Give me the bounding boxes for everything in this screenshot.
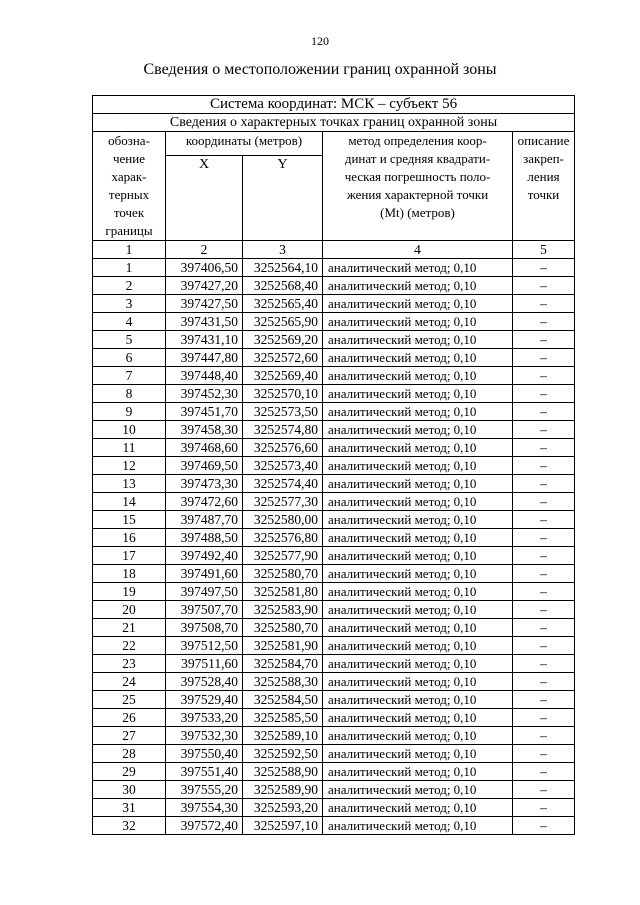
coordinate-x: 397554,30 [166, 799, 243, 817]
point-number: 16 [93, 529, 166, 547]
method-accuracy: аналитический метод; 0,10 [323, 547, 513, 565]
table-row [93, 763, 575, 781]
coordinate-y: 3252593,20 [243, 799, 323, 817]
coordinate-y: 3252573,50 [243, 403, 323, 421]
fixation-description: – [513, 799, 575, 817]
method-accuracy: аналитический метод; 0,10 [323, 529, 513, 547]
method-accuracy: аналитический метод; 0,10 [323, 313, 513, 331]
method-accuracy: аналитический метод; 0,10 [323, 493, 513, 511]
method-accuracy: аналитический метод; 0,10 [323, 331, 513, 349]
coordinate-y: 3252568,40 [243, 277, 323, 295]
coordinate-y: 3252588,30 [243, 673, 323, 691]
table-row [93, 277, 575, 295]
point-number: 9 [93, 403, 166, 421]
table-row [93, 367, 575, 385]
table-row [93, 547, 575, 565]
coordinate-x: 397551,40 [166, 763, 243, 781]
table-row [93, 583, 575, 601]
coordinate-x: 397572,40 [166, 817, 243, 835]
coordinate-y: 3252577,30 [243, 493, 323, 511]
table-row [93, 259, 575, 277]
table-row [93, 781, 575, 799]
table-row [93, 385, 575, 403]
column-number: 1 [93, 241, 166, 259]
point-number: 25 [93, 691, 166, 709]
fixation-description: – [513, 727, 575, 745]
method-accuracy: аналитический метод; 0,10 [323, 457, 513, 475]
table-row [93, 619, 575, 637]
method-accuracy: аналитический метод; 0,10 [323, 709, 513, 727]
coordinate-x: 397406,50 [166, 259, 243, 277]
fixation-description: – [513, 457, 575, 475]
coordinate-y: 3252574,80 [243, 421, 323, 439]
method-accuracy: аналитический метод; 0,10 [323, 763, 513, 781]
header-coordinates: координаты (метров) [166, 132, 323, 156]
coordinate-y: 3252569,20 [243, 331, 323, 349]
table-row [93, 601, 575, 619]
table-row [93, 745, 575, 763]
coordinate-y: 3252570,10 [243, 385, 323, 403]
point-number: 23 [93, 655, 166, 673]
coordinate-x: 397469,50 [166, 457, 243, 475]
point-number: 12 [93, 457, 166, 475]
fixation-description: – [513, 367, 575, 385]
coordinate-x: 397427,50 [166, 295, 243, 313]
method-accuracy: аналитический метод; 0,10 [323, 799, 513, 817]
point-number: 5 [93, 331, 166, 349]
header-x: X [166, 156, 243, 241]
coordinate-y: 3252565,90 [243, 313, 323, 331]
table-row [93, 457, 575, 475]
coordinate-y: 3252564,10 [243, 259, 323, 277]
method-accuracy: аналитический метод; 0,10 [323, 601, 513, 619]
point-number: 20 [93, 601, 166, 619]
coordinate-y: 3252576,80 [243, 529, 323, 547]
coordinate-y: 3252577,90 [243, 547, 323, 565]
fixation-description: – [513, 493, 575, 511]
coordinate-x: 397431,50 [166, 313, 243, 331]
coordinate-y: 3252583,90 [243, 601, 323, 619]
point-number: 17 [93, 547, 166, 565]
coordinate-x: 397448,40 [166, 367, 243, 385]
coordinate-x: 397491,60 [166, 565, 243, 583]
method-accuracy: аналитический метод; 0,10 [323, 727, 513, 745]
header-point-designation: обозна- чение харак- терных точек границы [93, 132, 166, 241]
point-number: 22 [93, 637, 166, 655]
point-number: 21 [93, 619, 166, 637]
point-number: 18 [93, 565, 166, 583]
fixation-description: – [513, 403, 575, 421]
fixation-description: – [513, 691, 575, 709]
coordinate-x: 397487,70 [166, 511, 243, 529]
point-number: 15 [93, 511, 166, 529]
method-accuracy: аналитический метод; 0,10 [323, 655, 513, 673]
header-description: описание закреп- ления точки [513, 132, 575, 241]
method-accuracy: аналитический метод; 0,10 [323, 349, 513, 367]
fixation-description: – [513, 529, 575, 547]
coordinate-y: 3252569,40 [243, 367, 323, 385]
coordinate-x: 397447,80 [166, 349, 243, 367]
coordinate-y: 3252589,10 [243, 727, 323, 745]
table-row [93, 421, 575, 439]
coordinate-x: 397427,20 [166, 277, 243, 295]
table-row [93, 295, 575, 313]
point-number: 7 [93, 367, 166, 385]
point-number: 28 [93, 745, 166, 763]
method-accuracy: аналитический метод; 0,10 [323, 511, 513, 529]
method-accuracy: аналитический метод; 0,10 [323, 295, 513, 313]
header-y: Y [243, 156, 323, 241]
boundary-points-table [92, 95, 575, 835]
method-accuracy: аналитический метод; 0,10 [323, 583, 513, 601]
fixation-description: – [513, 349, 575, 367]
coordinate-y: 3252597,10 [243, 817, 323, 835]
fixation-description: – [513, 763, 575, 781]
fixation-description: – [513, 511, 575, 529]
table-row [93, 493, 575, 511]
fixation-description: – [513, 619, 575, 637]
coordinate-y: 3252565,40 [243, 295, 323, 313]
fixation-description: – [513, 547, 575, 565]
fixation-description: – [513, 259, 575, 277]
method-accuracy: аналитический метод; 0,10 [323, 421, 513, 439]
coordinate-x: 397507,70 [166, 601, 243, 619]
method-accuracy: аналитический метод; 0,10 [323, 259, 513, 277]
column-number: 3 [243, 241, 323, 259]
column-number-row [93, 241, 575, 259]
method-accuracy: аналитический метод; 0,10 [323, 745, 513, 763]
coordinate-y: 3252588,90 [243, 763, 323, 781]
coordinate-system-header: Система координат: МСК – субъект 56 [93, 96, 575, 114]
fixation-description: – [513, 277, 575, 295]
column-number: 4 [323, 241, 513, 259]
table-row [93, 511, 575, 529]
coordinate-x: 397529,40 [166, 691, 243, 709]
table-row [93, 349, 575, 367]
coordinate-x: 397488,50 [166, 529, 243, 547]
point-number: 14 [93, 493, 166, 511]
column-number: 5 [513, 241, 575, 259]
coordinate-x: 397452,30 [166, 385, 243, 403]
coordinate-x: 397555,20 [166, 781, 243, 799]
method-accuracy: аналитический метод; 0,10 [323, 475, 513, 493]
table-row [93, 673, 575, 691]
fixation-description: – [513, 565, 575, 583]
method-accuracy: аналитический метод; 0,10 [323, 385, 513, 403]
coordinate-y: 3252573,40 [243, 457, 323, 475]
point-number: 8 [93, 385, 166, 403]
table-row [93, 799, 575, 817]
fixation-description: – [513, 313, 575, 331]
point-number: 27 [93, 727, 166, 745]
coordinate-x: 397512,50 [166, 637, 243, 655]
coordinate-x: 397532,30 [166, 727, 243, 745]
method-accuracy: аналитический метод; 0,10 [323, 691, 513, 709]
method-accuracy: аналитический метод; 0,10 [323, 367, 513, 385]
coordinate-y: 3252580,70 [243, 619, 323, 637]
method-accuracy: аналитический метод; 0,10 [323, 637, 513, 655]
coordinate-x: 397472,60 [166, 493, 243, 511]
fixation-description: – [513, 817, 575, 835]
fixation-description: – [513, 709, 575, 727]
point-number: 13 [93, 475, 166, 493]
table-row [93, 565, 575, 583]
table-row [93, 691, 575, 709]
fixation-description: – [513, 583, 575, 601]
method-accuracy: аналитический метод; 0,10 [323, 403, 513, 421]
method-accuracy: аналитический метод; 0,10 [323, 673, 513, 691]
coordinate-x: 397511,60 [166, 655, 243, 673]
fixation-description: – [513, 421, 575, 439]
coordinate-y: 3252580,70 [243, 565, 323, 583]
point-number: 2 [93, 277, 166, 295]
point-number: 31 [93, 799, 166, 817]
point-number: 32 [93, 817, 166, 835]
fixation-description: – [513, 781, 575, 799]
coordinate-x: 397528,40 [166, 673, 243, 691]
table-row [93, 439, 575, 457]
point-number: 24 [93, 673, 166, 691]
coordinate-x: 397533,20 [166, 709, 243, 727]
table-row [93, 709, 575, 727]
point-number: 19 [93, 583, 166, 601]
coordinate-x: 397497,50 [166, 583, 243, 601]
coordinate-x: 397550,40 [166, 745, 243, 763]
fixation-description: – [513, 475, 575, 493]
coordinate-x: 397468,60 [166, 439, 243, 457]
coordinate-x: 397508,70 [166, 619, 243, 637]
fixation-description: – [513, 637, 575, 655]
fixation-description: – [513, 295, 575, 313]
method-accuracy: аналитический метод; 0,10 [323, 277, 513, 295]
coordinate-y: 3252584,70 [243, 655, 323, 673]
point-number: 29 [93, 763, 166, 781]
point-number: 1 [93, 259, 166, 277]
point-number: 10 [93, 421, 166, 439]
coordinate-y: 3252581,80 [243, 583, 323, 601]
coordinate-y: 3252576,60 [243, 439, 323, 457]
coordinate-y: 3252581,90 [243, 637, 323, 655]
fixation-description: – [513, 673, 575, 691]
point-number: 3 [93, 295, 166, 313]
fixation-description: – [513, 385, 575, 403]
coordinate-y: 3252589,90 [243, 781, 323, 799]
document-title: Сведения о местоположении границ охранной зоны [143, 61, 497, 78]
coordinate-y: 3252580,00 [243, 511, 323, 529]
coordinate-y: 3252592,50 [243, 745, 323, 763]
point-number: 4 [93, 313, 166, 331]
method-accuracy: аналитический метод; 0,10 [323, 619, 513, 637]
table-row [93, 817, 575, 835]
method-accuracy: аналитический метод; 0,10 [323, 439, 513, 457]
point-number: 6 [93, 349, 166, 367]
method-accuracy: аналитический метод; 0,10 [323, 817, 513, 835]
points-section-header: Сведения о характерных точках границ охранной зоны [93, 114, 575, 132]
coordinate-x: 397458,30 [166, 421, 243, 439]
column-number: 2 [166, 241, 243, 259]
method-accuracy: аналитический метод; 0,10 [323, 565, 513, 583]
point-number: 11 [93, 439, 166, 457]
coordinate-x: 397451,70 [166, 403, 243, 421]
coordinate-y: 3252584,50 [243, 691, 323, 709]
fixation-description: – [513, 655, 575, 673]
coordinate-x: 397431,10 [166, 331, 243, 349]
coordinate-x: 397492,40 [166, 547, 243, 565]
fixation-description: – [513, 601, 575, 619]
coordinate-y: 3252585,50 [243, 709, 323, 727]
table-row [93, 637, 575, 655]
point-number: 30 [93, 781, 166, 799]
table-row [93, 313, 575, 331]
table-row [93, 727, 575, 745]
coordinate-y: 3252574,40 [243, 475, 323, 493]
page-number: 120 [311, 34, 329, 48]
fixation-description: – [513, 331, 575, 349]
table-row [93, 655, 575, 673]
fixation-description: – [513, 439, 575, 457]
fixation-description: – [513, 745, 575, 763]
coordinate-x: 397473,30 [166, 475, 243, 493]
table-row [93, 529, 575, 547]
header-method: метод определения коор- динат и средняя квадрати- ческая погрешность поло- жения характерной точки (Mt) (метров) [323, 132, 513, 241]
table-row [93, 403, 575, 421]
point-number: 26 [93, 709, 166, 727]
table-row [93, 331, 575, 349]
table-row [93, 475, 575, 493]
method-accuracy: аналитический метод; 0,10 [323, 781, 513, 799]
coordinate-y: 3252572,60 [243, 349, 323, 367]
